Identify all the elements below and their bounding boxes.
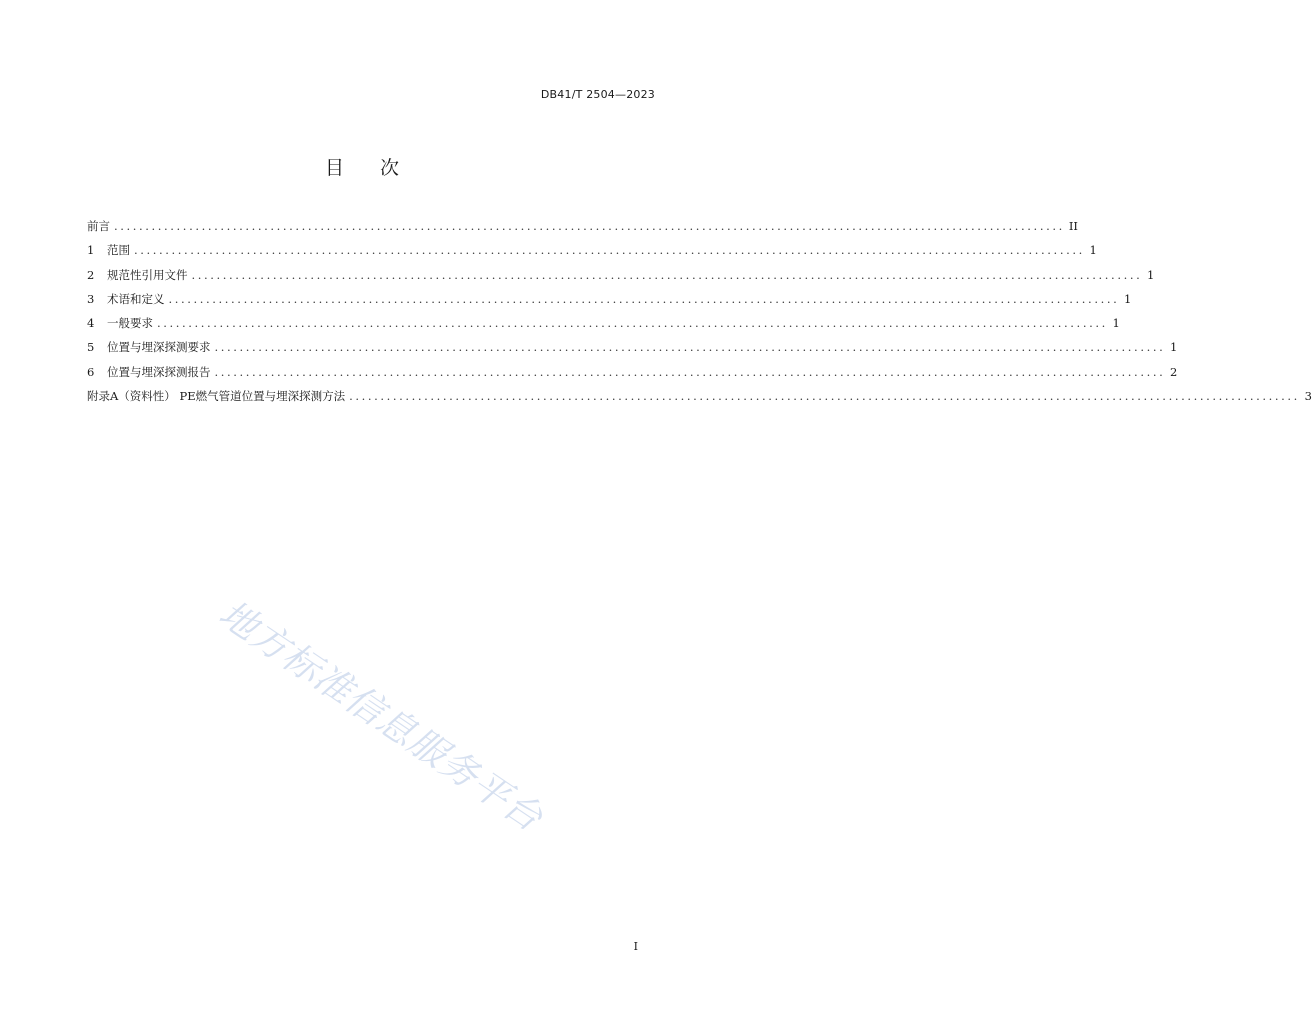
document-code: DB41/T 2504—2023: [540, 88, 655, 101]
toc-label: 前言: [87, 219, 110, 233]
toc-page-number: 1: [1124, 291, 1132, 306]
toc-page-number: 1: [1147, 267, 1155, 282]
toc-page-number: 2: [1170, 364, 1178, 379]
toc-section-number: 6: [87, 364, 95, 379]
toc-label: 位置与埋深探测要求: [107, 340, 211, 355]
toc-entry[interactable]: [87, 218, 1078, 242]
toc-entry[interactable]: [87, 291, 1132, 315]
toc-page-number: 1: [1112, 316, 1120, 331]
page-number: I: [633, 940, 638, 953]
toc-entry[interactable]: [87, 388, 1312, 412]
toc-label: 术语和定义: [107, 291, 165, 306]
toc-section-number: 1: [87, 243, 95, 258]
toc-entry[interactable]: [87, 315, 1120, 339]
toc-entry[interactable]: [87, 339, 1178, 363]
toc-section-number: 4: [87, 316, 95, 331]
toc-leader-dots: ........................................................................................................................................................: [214, 364, 1166, 379]
table-of-contents: [87, 218, 1312, 412]
toc-section-number: 3: [87, 291, 95, 306]
toc-leader-dots: ........................................................................................................................................................: [349, 389, 1300, 404]
toc-leader-dots: ........................................................................................................................................................: [214, 340, 1166, 355]
toc-entry[interactable]: [87, 267, 1155, 291]
toc-leader-dots: ........................................................................................................................................................: [134, 243, 1085, 258]
toc-leader-dots: ........................................................................................................................................................: [114, 219, 1065, 233]
toc-page-number: 1: [1170, 340, 1178, 355]
toc-section-number: 5: [87, 340, 95, 355]
watermark: 地方标准信息服务平台: [211, 591, 551, 840]
toc-label: 位置与埋深探测报告: [107, 364, 211, 379]
toc-leader-dots: ........................................................................................................................................................: [191, 267, 1143, 282]
toc-label: 范围: [107, 243, 130, 258]
toc-entry[interactable]: [87, 242, 1097, 266]
toc-label: 附录A（资料性） PE燃气管道位置与埋深探测方法: [87, 389, 346, 404]
toc-leader-dots: ........................................................................................................................................................: [168, 291, 1120, 306]
toc-label: 一般要求: [107, 316, 153, 331]
toc-page-number: 1: [1089, 243, 1097, 258]
toc-entry[interactable]: [87, 364, 1178, 388]
toc-leader-dots: ........................................................................................................................................................: [157, 316, 1108, 331]
toc-page-number: 3: [1304, 389, 1312, 404]
toc-page-number: II: [1068, 219, 1078, 233]
toc-label: 规范性引用文件: [107, 267, 188, 282]
page-title: 目次: [324, 157, 435, 179]
toc-section-number: 2: [87, 267, 95, 282]
